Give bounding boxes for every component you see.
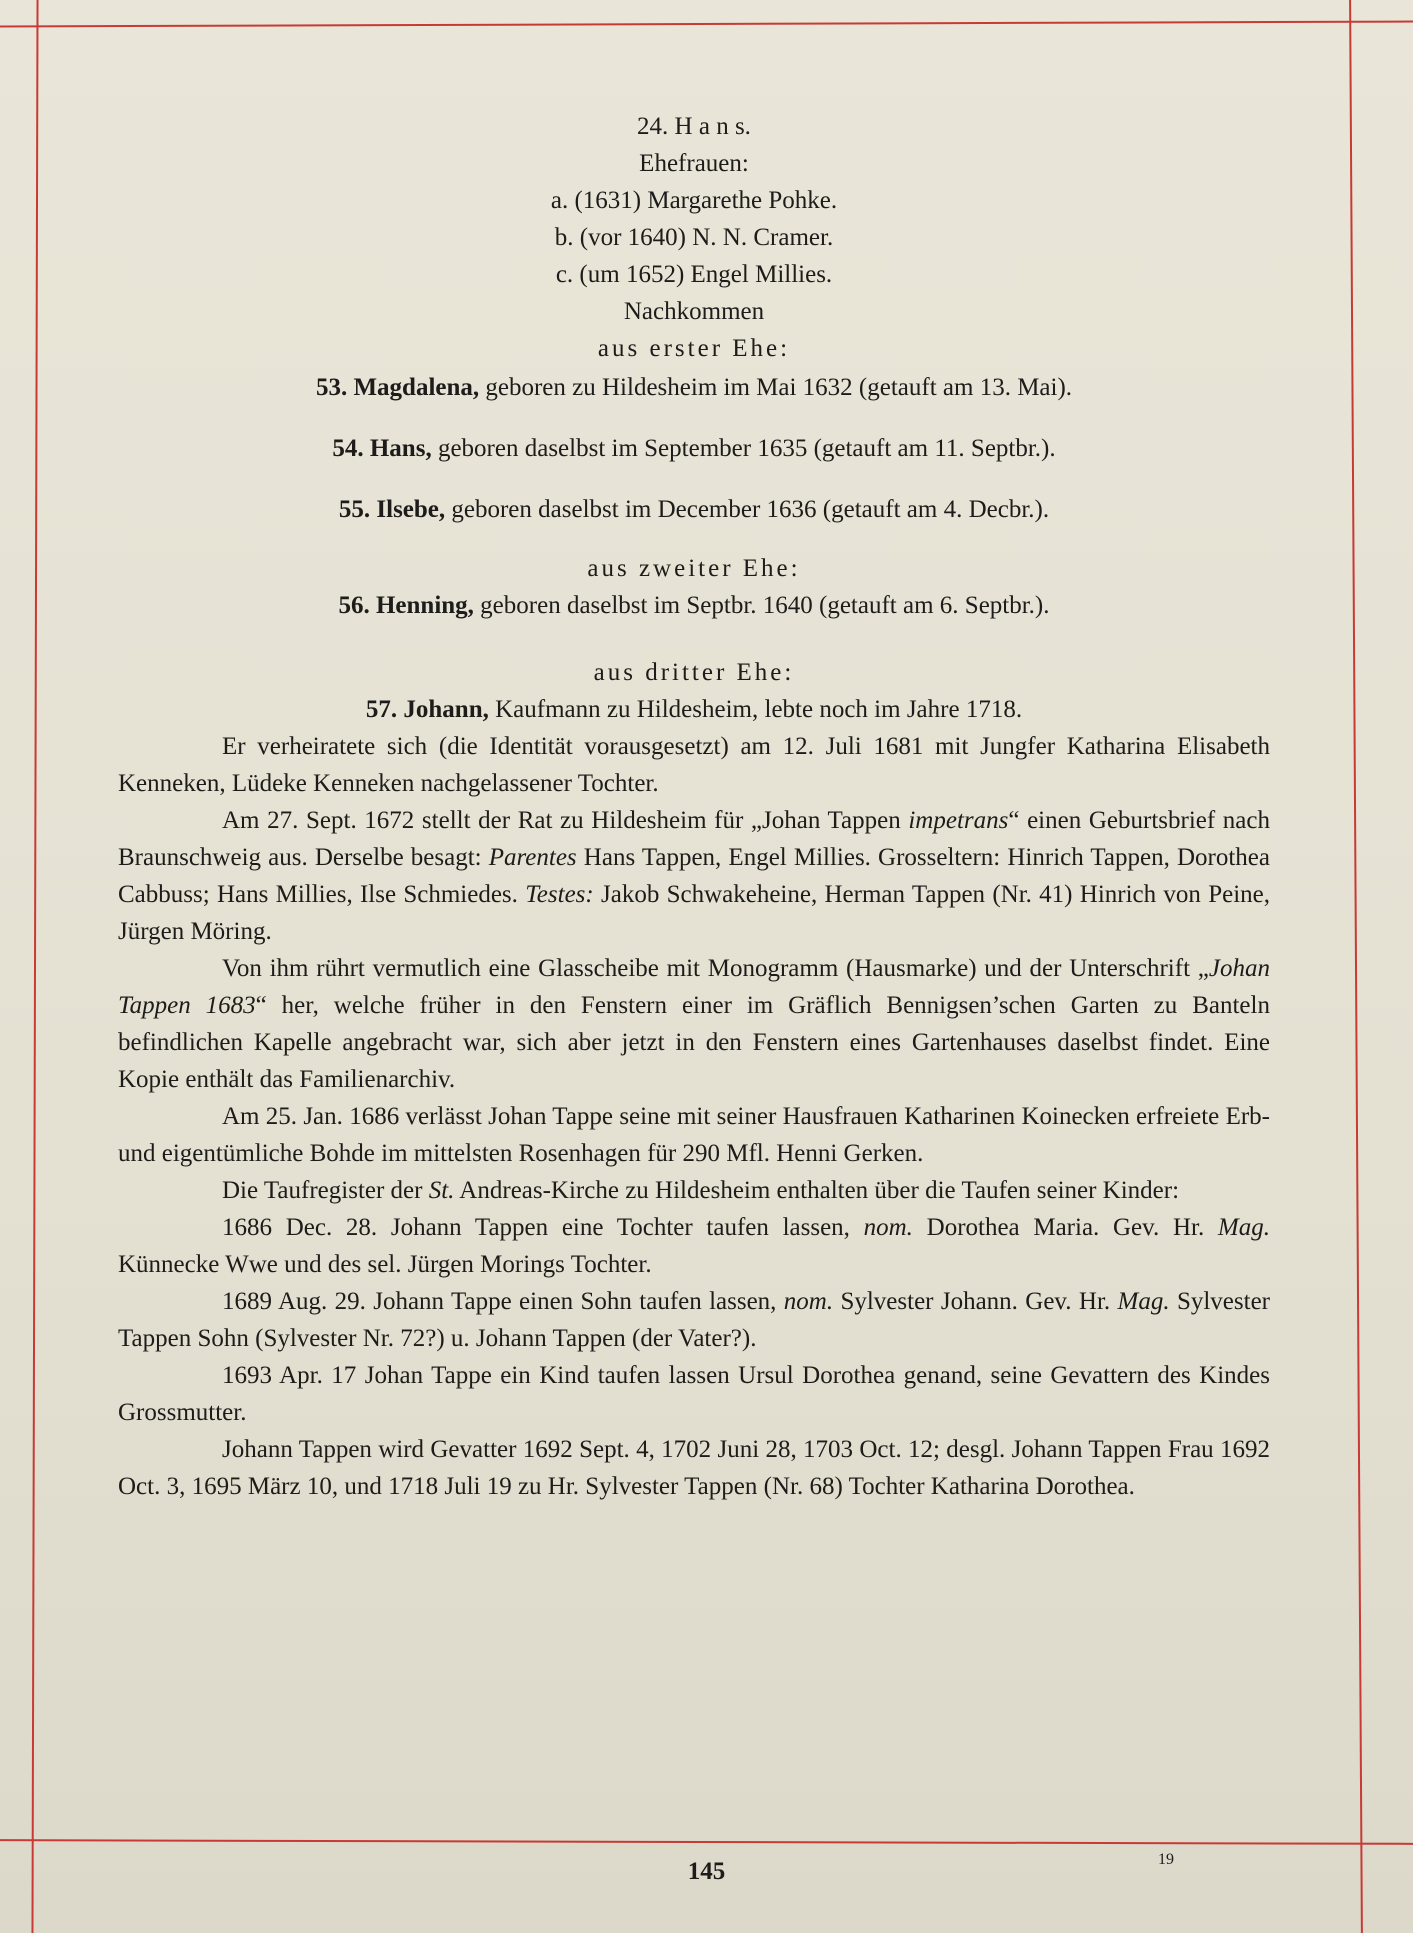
descendants-label: Nachkommen xyxy=(623,298,765,325)
p7-text-e: Sylvester Tappen Sohn (Sylvester Nr. 72?) u. Johann Tappen (der Vater?). xyxy=(118,1288,1270,1352)
p2-text-e: Hans Tappen, Engel Millies. Grosseltern: Hinrich Tappen, Dorothea Cabbuss; Hans Millies, Ilse Schmiedes. xyxy=(118,844,1270,908)
entry-54-number: 54. xyxy=(332,435,364,462)
entry-57-name: Johann, xyxy=(403,696,489,723)
p5-text-a: Die Taufregister der xyxy=(222,1177,429,1204)
entry-53 xyxy=(118,369,1270,406)
entry-55-name: Ilsebe, xyxy=(376,496,446,523)
p7-text-a: 1689 Aug. 29. Johann Tappe einen Sohn taufen lassen, xyxy=(222,1288,784,1315)
page-content xyxy=(118,108,1270,1505)
p6-nom: nom. xyxy=(863,1214,913,1241)
p2-text-g: Jakob Schwakeheine, Herman Tappen (Nr. 41) Hinrich von Peine, Jürgen Möring. xyxy=(118,881,1270,945)
entry-53-name: Magdalena, xyxy=(353,374,480,401)
entry-54 xyxy=(118,430,1270,467)
p3-signature: Johan Tappen 1683 xyxy=(118,955,1270,1019)
paragraph-baptism-1689 xyxy=(118,1283,1270,1357)
wives-label: Ehefrauen: xyxy=(639,150,749,177)
paragraph-godparent: Johann Tappen wird Gevatter 1692 Sept. 4, 1702 Juni 28, 1703 Oct. 12; desgl. Johann Tappen Frau 1692 Oct. 3, 1695 März 10, und 1718 Juli 19 zu Hr. Sylvester Tappen (Nr. 68) Tochter Katharina Dorothea. xyxy=(118,1436,1270,1500)
p6-text-e: Künnecke Wwe und des sel. Jürgen Morings Tochter. xyxy=(118,1251,652,1278)
top-rule xyxy=(0,21,1413,28)
p7-nom: nom. xyxy=(783,1288,834,1315)
right-rule xyxy=(1349,0,1363,1933)
wife-c: c. (um 1652) Engel Millies. xyxy=(555,261,833,288)
paragraph-birth-letter xyxy=(118,802,1270,950)
entry-57-number: 57. xyxy=(365,696,398,723)
entry-54-name: Hans, xyxy=(369,435,432,462)
p2-impetrans: impetrans xyxy=(908,807,1009,834)
p3-text-a: Von ihm rührt vermutlich eine Glasscheibe mit Monogramm (Hausmarke) und der Unterschrift „ xyxy=(222,955,1209,982)
third-marriage-label: aus dritter Ehe: xyxy=(593,659,795,686)
bottom-rule xyxy=(0,1839,1413,1845)
paragraph-property: Am 25. Jan. 1686 verlässt Johan Tappe seine mit seiner Hausfrauen Katharinen Koinecken erfreiete Erb- und eigentümliche Bohde im mittelsten Rosenhagen für 290 Mfl. Henni Gerken. xyxy=(118,1103,1270,1167)
p6-text-a: 1686 Dec. 28. Johann Tappen eine Tochter taufen lassen, xyxy=(222,1214,864,1241)
p5-st: St. xyxy=(428,1177,455,1204)
left-rule xyxy=(31,0,38,1933)
p7-mag: Mag. xyxy=(1117,1288,1170,1315)
p7-text-c: Sylvester Johann. Gev. Hr. xyxy=(833,1288,1118,1315)
p6-text-c: Dorothea Maria. Gev. Hr. xyxy=(912,1214,1218,1241)
p6-mag: Mag. xyxy=(1217,1214,1270,1241)
paragraph-baptism-register xyxy=(118,1172,1270,1209)
first-marriage-label: aus erster Ehe: xyxy=(597,335,791,362)
signature-mark: 19 xyxy=(1158,1851,1174,1868)
p2-testes: Testes: xyxy=(525,881,594,908)
wife-b: b. (vor 1640) N. N. Cramer. xyxy=(554,224,834,251)
entry-57-text: Kaufmann zu Hildesheim, lebte noch im Jahre 1718. xyxy=(488,696,1023,723)
p2-parentes: Parentes xyxy=(488,844,577,871)
wife-a: a. (1631) Margarethe Pohke. xyxy=(550,187,838,214)
entry-55-number: 55. xyxy=(338,496,371,523)
paragraph-marriage: Er verheiratete sich (die Identität vorausgesetzt) am 12. Juli 1681 mit Jungfer Katharina Elisabeth Kenneken, Lüdeke Kenneken nachgelassener Tochter. xyxy=(118,733,1270,797)
p2-text-c: “ einen Geburtsbrief nach Braunschweig aus. Derselbe besagt: xyxy=(118,807,1270,871)
entry-53-number: 53. xyxy=(315,374,348,401)
second-marriage-label: aus zweiter Ehe: xyxy=(587,555,801,582)
entry-56-number: 56. xyxy=(338,592,370,619)
entry-54-text: geboren daselbst im September 1635 (getauft am 11. Septbr.). xyxy=(431,435,1056,462)
entry-57 xyxy=(118,691,1270,728)
entry-53-text: geboren zu Hildesheim im Mai 1632 (getauft am 13. Mai). xyxy=(479,374,1073,401)
paragraph-glass-pane xyxy=(118,950,1270,1098)
paragraph-baptism-1693: 1693 Apr. 17 Johan Tappe ein Kind taufen lassen Ursul Dorothea genand, seine Gevattern des Kindes Grossmutter. xyxy=(118,1362,1270,1426)
paragraph-baptism-1686 xyxy=(118,1209,1270,1283)
entry-55-text: geboren daselbst im December 1636 (getauft am 4. Decbr.). xyxy=(445,496,1050,523)
entry-55 xyxy=(118,491,1270,528)
p5-text-c: Andreas-Kirche zu Hildesheim enthalten über die Taufen seiner Kinder: xyxy=(454,1177,1180,1204)
p2-text-a: Am 27. Sept. 1672 stellt der Rat zu Hildesheim für „Johan Tappen xyxy=(222,807,909,834)
entry-56-name: Henning, xyxy=(375,592,474,619)
entry-56-text: geboren daselbst im Septbr. 1640 (getauft am 6. Septbr.). xyxy=(473,592,1050,619)
page-number: 145 xyxy=(687,1858,726,1885)
entry-56 xyxy=(118,587,1270,624)
section-heading: 24. H a n s. xyxy=(637,113,751,140)
p3-text-c: “ her, welche früher in den Fenstern einer im Gräflich Bennigsen’schen Garten zu Banteln befindlichen Kapelle angebracht war, sich aber jetzt in den Fenstern eines Gartenhauses daselbst findet. Eine Kopie enthält das Familienarchiv. xyxy=(118,992,1270,1093)
